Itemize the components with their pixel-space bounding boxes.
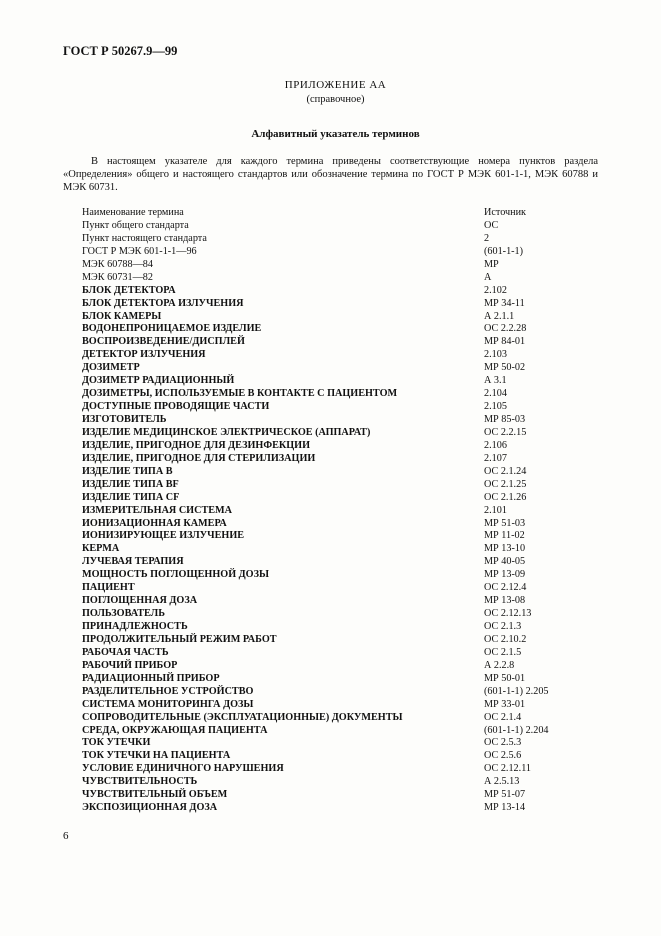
term-source: А 2.5.13 [484, 776, 520, 788]
term-source: МР [484, 258, 499, 270]
term-name: ТОК УТЕЧКИ [82, 737, 151, 749]
term-source: А 3.1 [484, 375, 507, 387]
term-source: 2.101 [484, 504, 507, 516]
term-name: ИЗМЕРИТЕЛЬНАЯ СИСТЕМА [82, 504, 233, 516]
term-name: ИЗДЕЛИЕ, ПРИГОДНОЕ ДЛЯ СТЕРИЛИЗАЦИИ [82, 452, 316, 464]
term-source: А 2.1.1 [484, 310, 515, 322]
term-name: ИЗДЕЛИЕ, ПРИГОДНОЕ ДЛЯ ДЕЗИНФЕКЦИИ [82, 439, 311, 451]
term-name: ПОЛЬЗОВАТЕЛЬ [82, 608, 165, 620]
term-row [82, 492, 602, 505]
term-name: Пункт настоящего стандарта [82, 232, 207, 244]
term-row [82, 776, 602, 789]
term-row [82, 569, 602, 582]
legend-row [82, 220, 602, 233]
term-row [82, 466, 602, 479]
term-row [82, 789, 602, 802]
term-name: ДОЗИМЕТР РАДИАЦИОННЫЙ [82, 375, 235, 387]
term-row [82, 647, 602, 660]
term-row [82, 737, 602, 750]
term-name: ДОЗИМЕТР [82, 362, 140, 374]
term-row [82, 699, 602, 712]
term-source: МР 13-14 [484, 802, 526, 814]
term-name: ИЗДЕЛИЕ МЕДИЦИНСКОЕ ЭЛЕКТРИЧЕСКОЕ (АППАРАТ) [82, 426, 371, 438]
term-source: 2 [484, 232, 490, 244]
term-source: ОС 2.10.2 [484, 633, 527, 645]
appendix-title: ПРИЛОЖЕНИЕ АА [284, 79, 387, 91]
term-name: ИЗДЕЛИЕ ТИПА BF [82, 478, 179, 490]
term-row [82, 608, 602, 621]
term-row [82, 660, 602, 673]
term-row [82, 725, 602, 738]
term-name: БЛОК ДЕТЕКТОРА [82, 284, 176, 296]
term-source: ОС 2.2.15 [484, 426, 527, 438]
term-source: МР 13-10 [484, 543, 526, 555]
term-source: ОС 2.1.26 [484, 491, 527, 503]
legend-row [82, 259, 602, 272]
term-source: МР 34-11 [484, 297, 525, 309]
term-row [82, 505, 602, 518]
term-source: А [484, 271, 492, 283]
term-row [82, 285, 602, 298]
term-row [82, 427, 602, 440]
legend-row [82, 233, 602, 246]
term-name: ИЗДЕЛИЕ ТИПА В [82, 465, 173, 477]
term-name: ЧУВСТВИТЕЛЬНОСТЬ [82, 776, 198, 788]
term-source: 2.103 [484, 349, 507, 361]
term-source: МР 40-05 [484, 556, 526, 568]
term-source: МР 51-03 [484, 517, 526, 529]
term-source: ОС 2.12.4 [484, 582, 527, 594]
term-source: ОС 2.5.6 [484, 750, 522, 762]
term-source: 2.104 [484, 388, 507, 400]
term-row [82, 401, 602, 414]
index-title: Алфавитный указатель терминов [251, 128, 420, 140]
term-source: ОС [484, 219, 499, 231]
term-source: МР 13-09 [484, 569, 526, 581]
term-row [82, 712, 602, 725]
term-row [82, 763, 602, 776]
term-name: ДЕТЕКТОР ИЗЛУЧЕНИЯ [82, 349, 206, 361]
term-name: ЭКСПОЗИЦИОННАЯ ДОЗА [82, 802, 218, 814]
term-source: ОС 2.2.28 [484, 323, 527, 335]
term-name: БЛОК ДЕТЕКТОРА ИЗЛУЧЕНИЯ [82, 297, 244, 309]
term-row [82, 362, 602, 375]
term-source: МР 13-08 [484, 595, 526, 607]
term-source: ОС 2.1.24 [484, 465, 527, 477]
term-source: ОС 2.12.13 [484, 608, 532, 620]
term-row [82, 582, 602, 595]
term-row [82, 298, 602, 311]
term-name: Наименование термина [82, 207, 184, 218]
term-source: А 2.2.8 [484, 659, 515, 671]
term-row [82, 686, 602, 699]
term-source: 2.106 [484, 439, 507, 451]
term-row [82, 621, 602, 634]
term-name: ДОЗИМЕТРЫ, ИСПОЛЬЗУЕМЫЕ В КОНТАКТЕ С ПАЦИЕНТОМ [82, 388, 398, 400]
term-row [82, 388, 602, 401]
term-source: 2.102 [484, 284, 507, 296]
term-name: Пункт общего стандарта [82, 219, 189, 231]
term-source: (601-1-1) [484, 245, 524, 257]
term-row [82, 530, 602, 543]
term-name: МЭК 60731—82 [82, 271, 153, 283]
term-row [82, 750, 602, 763]
term-name: КЕРМА [82, 543, 120, 555]
term-name: МОЩНОСТЬ ПОГЛОЩЕННОЙ ДОЗЫ [82, 569, 269, 581]
term-source: МР 11-02 [484, 530, 525, 542]
term-source: 2.105 [484, 401, 507, 413]
term-row [82, 414, 602, 427]
term-source: МР 50-02 [484, 362, 526, 374]
term-source: (601-1-1) 2.204 [484, 724, 549, 736]
terms-index-table [82, 207, 602, 815]
term-source: ОС 2.1.3 [484, 621, 522, 632]
term-source: ОС 2.1.5 [484, 646, 522, 658]
term-source: МР 33-01 [484, 698, 526, 710]
term-row [82, 375, 602, 388]
term-name: СИСТЕМА МОНИТОРИНГА ДОЗЫ [82, 698, 254, 710]
term-row [82, 453, 602, 466]
legend-row [82, 246, 602, 259]
term-row [82, 802, 602, 815]
term-source: МР 50-01 [484, 672, 526, 684]
term-source: ОС 2.1.4 [484, 711, 522, 723]
intro-paragraph: В настоящем указателе для каждого термина приведены соответствующие номера пунктов раздела «Определения» общего и настоящего стандартов или обозначение термина по ГОСТ Р МЭК 601-1-1, МЭК 60788 и МЭК 60731. [63, 156, 598, 193]
term-name: СРЕДА, ОКРУЖАЮЩАЯ ПАЦИЕНТА [82, 724, 268, 736]
term-name: МЭК 60788—84 [82, 258, 153, 270]
term-name: БЛОК КАМЕРЫ [82, 310, 162, 322]
term-row [82, 595, 602, 608]
term-name: ДОСТУПНЫЕ ПРОВОДЯЩИЕ ЧАСТИ [82, 401, 270, 413]
term-name: ИОНИЗАЦИОННАЯ КАМЕРА [82, 517, 227, 529]
term-row [82, 518, 602, 531]
document-code: ГОСТ Р 50267.9—99 [63, 44, 178, 58]
term-name: РАЗДЕЛИТЕЛЬНОЕ УСТРОЙСТВО [82, 685, 254, 697]
term-name: ПОГЛОЩЕННАЯ ДОЗА [82, 595, 198, 607]
term-row [82, 311, 602, 324]
term-name: ТОК УТЕЧКИ НА ПАЦИЕНТА [82, 750, 231, 762]
term-row [82, 634, 602, 647]
term-name: ЧУВСТВИТЕЛЬНЫЙ ОБЪЕМ [82, 789, 228, 801]
term-source: (601-1-1) 2.205 [484, 685, 549, 697]
term-name: РАДИАЦИОННЫЙ ПРИБОР [82, 672, 220, 684]
term-source: МР 85-03 [484, 414, 526, 425]
term-name: ВОСПРОИЗВЕДЕНИЕ/ДИСПЛЕЙ [82, 336, 245, 348]
term-name: РАБОЧИЙ ПРИБОР [82, 659, 178, 671]
term-name: ПРОДОЛЖИТЕЛЬНЫЙ РЕЖИМ РАБОТ [82, 633, 277, 645]
term-row [82, 323, 602, 336]
term-name: ГОСТ Р МЭК 601-1-1—96 [82, 245, 197, 257]
term-row [82, 479, 602, 492]
term-source: МР 51-07 [484, 789, 526, 801]
term-name: ИЗДЕЛИЕ ТИПА CF [82, 491, 180, 503]
term-name: ПАЦИЕНТ [82, 582, 135, 594]
term-row [82, 556, 602, 569]
term-row [82, 673, 602, 686]
term-name: ИОНИЗИРУЮЩЕЕ ИЗЛУЧЕНИЕ [82, 530, 245, 542]
appendix-subtitle: (справочное) [306, 94, 365, 105]
term-name: СОПРОВОДИТЕЛЬНЫЕ (ЭКСПЛУАТАЦИОННЫЕ) ДОКУМЕНТЫ [82, 711, 403, 723]
term-source: 2.107 [484, 452, 507, 464]
page-number: 6 [63, 830, 69, 842]
term-name: ИЗГОТОВИТЕЛЬ [82, 414, 167, 425]
term-row [82, 349, 602, 362]
term-source: ОС 2.12.11 [484, 763, 532, 775]
legend-row [82, 207, 602, 220]
term-row [82, 543, 602, 556]
term-name: УСЛОВИЕ ЕДИНИЧНОГО НАРУШЕНИЯ [82, 763, 284, 775]
term-row [82, 336, 602, 349]
term-row [82, 440, 602, 453]
term-source: ОС 2.5.3 [484, 737, 522, 749]
term-source: МР 84-01 [484, 336, 526, 348]
term-source: ОС 2.1.25 [484, 478, 527, 490]
term-name: ЛУЧЕВАЯ ТЕРАПИЯ [82, 556, 184, 568]
term-name: ВОДОНЕПРОНИЦАЕМОЕ ИЗДЕЛИЕ [82, 323, 262, 335]
term-name: РАБОЧАЯ ЧАСТЬ [82, 646, 169, 658]
term-source: Источник [484, 207, 527, 218]
legend-row [82, 272, 602, 285]
term-name: ПРИНАДЛЕЖНОСТЬ [82, 621, 188, 632]
